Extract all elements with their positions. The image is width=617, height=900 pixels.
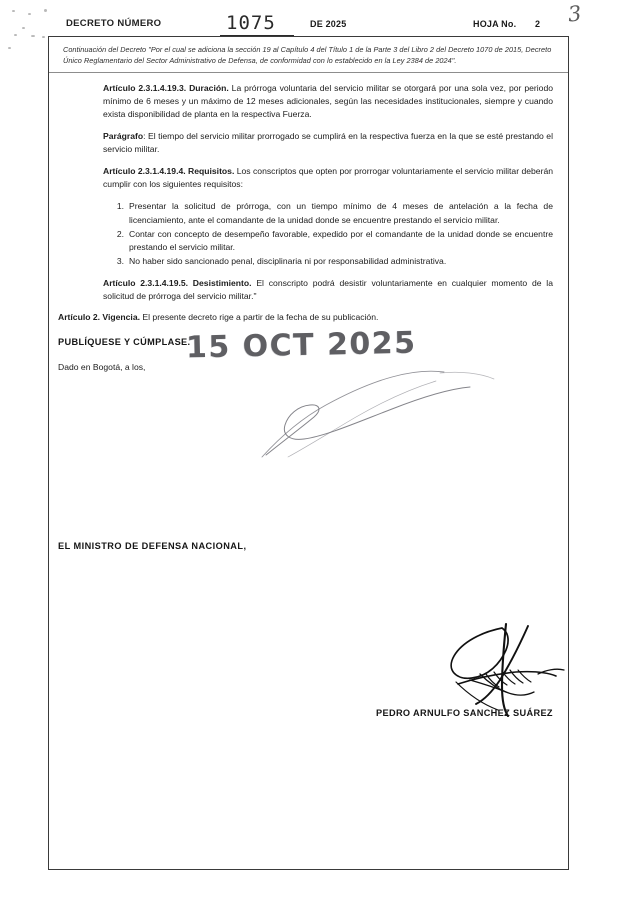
scan-artifact <box>42 36 45 38</box>
article-requisitos <box>103 165 553 191</box>
list-item: No haber sido sancionado penal, disciplinaria ni por responsabilidad administrativa. <box>129 255 447 266</box>
paragrafo <box>103 130 553 156</box>
handwritten-folio-number: 3 <box>566 1 583 27</box>
decree-masthead <box>48 14 571 38</box>
continuation-note: Continuación del Decreto "Por el cual se adiciona la sección 19 al Capítulo 4 del Título 1 de la Parte 3 del Libro 2 del Decreto 1070 de 2015, Decreto Único Reglamentario del Sector Administrativo de Defensa, de conformidad con lo establecido en la Ley 2384 de 2024". <box>49 39 568 73</box>
article-vigencia-heading: Artículo 2. Vigencia. <box>58 312 140 322</box>
article-requisitos-heading: Artículo 2.3.1.4.19.4. Requisitos. <box>103 166 235 177</box>
article-duracion <box>103 82 553 121</box>
article-duracion-text: La prórroga voluntaria del servicio militar se otorgará por una sola vez, por periodo mínimo de 6 meses y un máximo de 12 meses adicionales, según las necesidades institucionales, siempre y cuando exista disponibilidad de planta en la respectiva Fuerza. <box>103 83 554 120</box>
scan-artifact <box>14 34 17 36</box>
scan-artifact <box>44 9 47 12</box>
requisitos-list <box>103 200 553 267</box>
dado-en-line: Dado en Bogotá, a los, <box>58 361 146 372</box>
article-desistimiento-text: El conscripto podrá desistir voluntariamente en cualquier momento de la solicitud de prórroga del servicio militar." <box>103 277 553 301</box>
scan-artifact <box>8 47 11 49</box>
article-desistimiento-heading: Artículo 2.3.1.4.19.5. Desistimiento. <box>103 277 252 288</box>
article-desistimiento <box>103 277 553 303</box>
paragrafo-text: : El tiempo del servicio militar prorrogado se cumplirá en la respectiva fuerza en la que se esté prestando el servicio militar. <box>103 131 553 155</box>
list-item: Contar con concepto de desempeño favorable, expedido por el comandante de la unidad donde se encuentre prestando el servicio militar. <box>129 228 553 252</box>
scan-artifact <box>12 10 15 12</box>
article-vigencia <box>58 311 558 324</box>
article-vigencia-text: El presente decreto rige a partir de la fecha de su publicación. <box>140 312 379 322</box>
hoja-label: HOJA No. <box>473 19 517 29</box>
date-stamp: 15 OCT 2025 <box>185 325 417 366</box>
scan-artifact <box>31 35 35 37</box>
article-requisitos-text: Los conscriptos que opten por prorrogar voluntariamente el servicio militar deberán cumplir con los siguientes requisitos: <box>103 166 553 190</box>
minister-title: EL MINISTRO DE DEFENSA NACIONAL, <box>58 541 247 551</box>
decree-year-label: DE 2025 <box>310 19 347 29</box>
minister-name: PEDRO ARNULFO SANCHEZ SUÁREZ <box>376 708 553 718</box>
decreto-numero-label: DECRETO NÚMERO <box>66 18 162 29</box>
publiquese-y-cumplase: PUBLÍQUESE Y CÚMPLASE. <box>58 336 191 347</box>
decree-body <box>103 82 553 312</box>
scan-artifact <box>22 27 25 29</box>
scan-artifact <box>28 13 31 15</box>
hoja-number-value: 2 <box>535 19 541 29</box>
decree-number-value: 1075 <box>226 12 276 34</box>
paragrafo-heading: Parágrafo <box>103 131 144 142</box>
article-duracion-heading: Artículo 2.3.1.4.19.3. Duración. <box>103 83 229 93</box>
list-item: Presentar la solicitud de prórroga, con un tiempo mínimo de 4 meses de antelación a la fecha de licenciamiento, ante el comandante de la unidad donde se encuentre prestando el servicio militar. <box>129 201 553 225</box>
